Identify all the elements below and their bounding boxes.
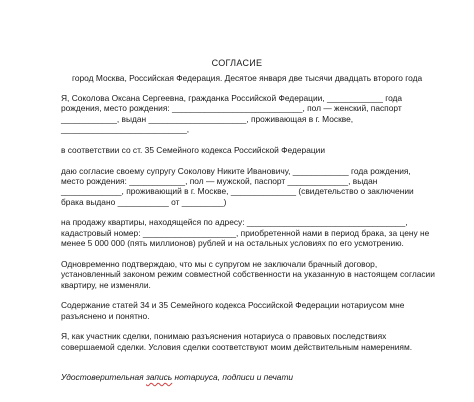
para7-line2: совершаемой сделки. Условия сделки соответствуют моим действительным намерениям. — [61, 342, 413, 352]
para3-line2: место рождения: ____________, пол — мужской, паспорт _____________, выдан — [61, 176, 378, 186]
certification-footer — [61, 372, 293, 382]
para3-line4: брака выдано ___________ от _________) — [61, 197, 227, 207]
footer-text-part1: Удостоверительная — [61, 372, 146, 382]
para3-line1: даю согласие своему супругу Соколову Никите Ивановичу, ____________ года рождения, — [61, 166, 411, 176]
para4-line1: на продажу квартиры, находящейся по адресу: __________________________________, — [61, 217, 408, 227]
document-title: СОГЛАСИЕ — [211, 58, 263, 68]
para4-line3: менее 5 000 000 (пять миллионов) рублей и на остальных условиях по его усмотрению. — [61, 238, 404, 248]
para5-line1: Одновременно подтверждаю, что мы с супругом не заключали брачный договор, — [61, 259, 378, 269]
para6-line2: разъяснено и понятно. — [61, 311, 150, 321]
para5-line2: установленный законом режим совместной собственности на указанную в настоящем согласии — [61, 269, 435, 279]
spellcheck-flagged-word: запись — [145, 372, 173, 382]
para1-line2: рождения, место рождения: ____________________________, пол — женский, паспорт — [61, 103, 402, 113]
para1-line3: ____________, выдан _____________________, проживающая в г. Москве, — [61, 114, 354, 124]
place-date-line: город Москва, Российская Федерация. Десятое января две тысячи двадцать второго года — [72, 73, 423, 83]
para5-line3: квартиру, не изменяли. — [61, 280, 151, 290]
para1-line1: Я, Соколова Оксана Сергеевна, гражданка Российской Федерации, ____________ года — [61, 93, 403, 103]
para7-line1: Я, как участник сделки, понимаю разъяснения нотариуса о правовых последствиях — [61, 331, 387, 341]
para6-line1: Содержание статей 34 и 35 Семейного кодекса Российской Федерации нотариусом мне — [61, 300, 405, 310]
footer-text-part3: нотариуса, подписи и печати — [172, 372, 294, 382]
para1-line4: ___________________________, — [61, 124, 190, 134]
para4-line2: кадастровый номер: ____________________, приобретенной нами в период брака, за цену не — [61, 228, 430, 238]
para2-line1: в соответствии со ст. 35 Семейного кодекса Российской Федерации — [61, 145, 326, 155]
para3-line3: _____________, проживающий в г. Москве, ______________ (свидетельство о заключении — [61, 186, 414, 196]
